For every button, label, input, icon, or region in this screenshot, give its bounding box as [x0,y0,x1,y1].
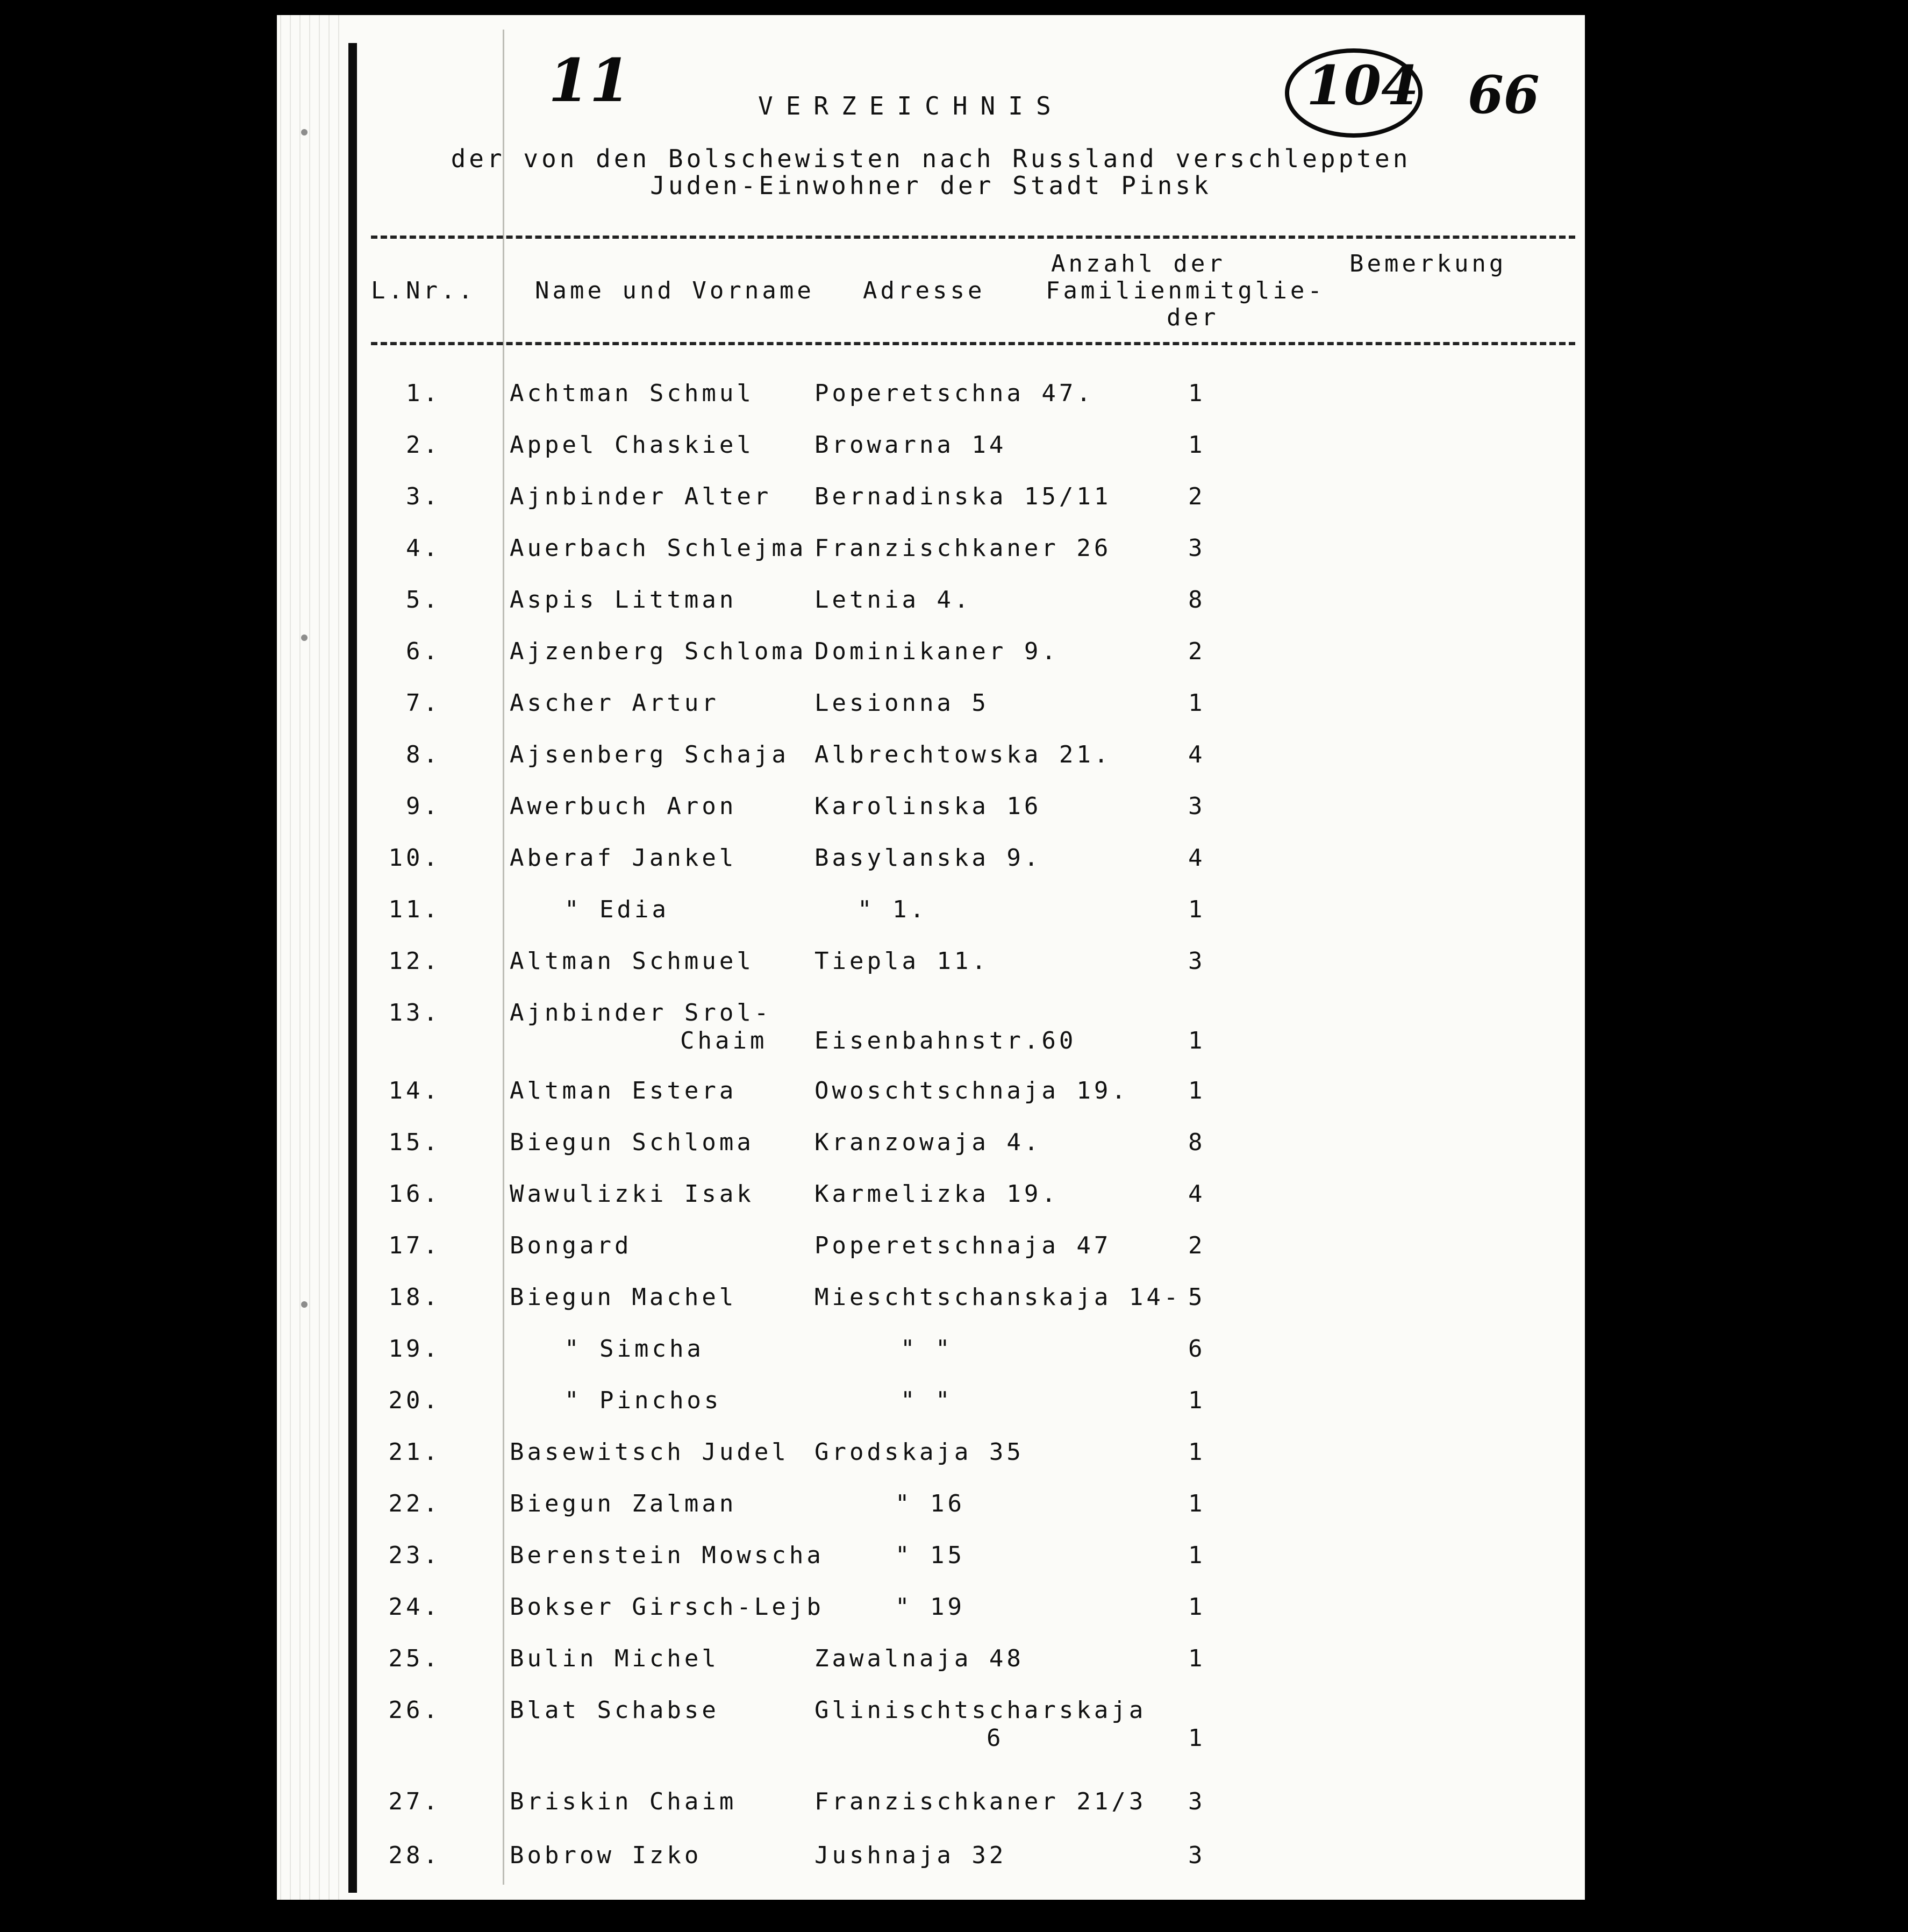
row-name: Altman Schmuel [510,947,754,975]
row-name: Appel Chaskiel [510,431,754,459]
header-remarks: Bemerkung [1349,250,1507,277]
row-number: 28. [388,1842,441,1869]
table-row [0,1490,1908,1538]
row-count: 2 [1188,1232,1206,1259]
row-name: Wawulizki Isak [510,1180,754,1208]
row-number: 15. [388,1129,441,1156]
row-name: Bulin Michel [510,1645,719,1672]
table-row [0,1129,1908,1177]
row-count: 4 [1188,1180,1206,1208]
table-row [0,689,1908,738]
table-row [0,1542,1908,1590]
row-address: " 1. [857,896,927,923]
table-row [0,1593,1908,1642]
row-count: 1 [1188,689,1206,717]
row-number: 26. [388,1696,441,1724]
row-number: 12. [388,947,441,975]
row-name: Briskin Chaim [510,1788,737,1815]
document-subtitle-line2: Juden-Einwohner der Stadt Pinsk [650,171,1212,200]
row-name-continuation: Chaim [680,1027,768,1054]
row-address: Kranzowaja 4. [814,1129,1042,1156]
row-name: Biegun Schloma [510,1129,754,1156]
row-count: 3 [1188,1788,1206,1815]
table-row [0,1788,1908,1836]
row-count: 1 [1188,1645,1206,1672]
row-name: Bongard [510,1232,632,1259]
row-number: 4. [406,534,441,562]
row-number: 2. [406,431,441,459]
row-count: 1 [1188,1724,1206,1752]
row-number: 18. [388,1284,441,1311]
table-row [0,638,1908,686]
row-count: 2 [1188,638,1206,665]
row-number: 19. [388,1335,441,1363]
row-address: Letnia 4. [814,586,972,614]
row-count: 8 [1188,586,1206,614]
row-address: Albrechtowska 21. [814,741,1112,768]
row-number: 10. [388,844,441,872]
row-address: Grodskaja 35 [814,1438,1024,1466]
row-number: 5. [406,586,441,614]
row-name: Bobrow Izko [510,1842,702,1869]
row-count: 8 [1188,1129,1206,1156]
row-number: 23. [388,1542,441,1569]
table-row [0,483,1908,531]
row-count: 4 [1188,844,1206,872]
row-count: 2 [1188,483,1206,510]
row-address-continuation: 6 [987,1724,1004,1752]
row-address: " 16 [895,1490,965,1517]
punch-hole-mark [301,129,308,136]
row-address: Poperetschnaja 47 [814,1232,1112,1259]
row-name: Bokser Girsch-Lejb [510,1593,824,1621]
row-count: 5 [1188,1284,1206,1311]
row-number: 7. [406,689,441,717]
row-name: Ajnbinder Srol- [510,999,772,1026]
row-name: Aberaf Jankel [510,844,737,872]
row-name: Blat Schabse [510,1696,719,1724]
row-address: Eisenbahnstr.60 [814,1027,1077,1054]
table-row [0,999,1908,1069]
row-address: " 15 [895,1542,965,1569]
row-number: 3. [406,483,441,510]
row-name: " Pinchos [564,1387,722,1414]
row-name: Altman Estera [510,1077,737,1104]
header-top-rule [371,236,1575,239]
row-name: Auerbach Schlejma [510,534,807,562]
row-name: Biegun Machel [510,1284,737,1311]
row-number: 11. [388,896,441,923]
row-number: 13. [388,999,441,1026]
row-address: Owoschtschnaja 19. [814,1077,1129,1104]
row-name: Awerbuch Aron [510,793,737,820]
header-address: Adresse [863,277,985,304]
table-row [0,534,1908,583]
row-address: " 19 [895,1593,965,1621]
row-name: Berenstein Mowscha [510,1542,824,1569]
corner-handwritten-mark: 11 [548,46,631,115]
row-count: 4 [1188,741,1206,768]
table-row [0,1387,1908,1435]
header-nr: L.Nr.. [371,277,476,304]
row-address: Zawalnaja 48 [814,1645,1024,1672]
table-row [0,1077,1908,1125]
row-address: Lesionna 5 [814,689,989,717]
row-address: Glinischtscharskaja [814,1696,1147,1724]
row-address: Karolinska 16 [814,793,1042,820]
table-row [0,1180,1908,1229]
document-subtitle-line1: der von den Bolschewisten nach Russland verschleppten [451,144,1411,173]
row-count: 1 [1188,380,1206,407]
row-number: 14. [388,1077,441,1104]
row-count: 3 [1188,947,1206,975]
row-count: 1 [1188,896,1206,923]
row-address: Basylanska 9. [814,844,1042,872]
row-name: " Simcha [564,1335,704,1363]
row-address: Jushnaja 32 [814,1842,1007,1869]
header-name: Name und Vorname [535,277,814,304]
table-row [0,947,1908,996]
row-count: 1 [1188,1490,1206,1517]
folio-number: 66 [1468,65,1540,125]
table-row [0,844,1908,893]
row-address: " " [901,1387,953,1414]
row-address: Franzischkaner 21/3 [814,1788,1147,1815]
row-name: Ascher Artur [510,689,719,717]
row-count: 1 [1188,1077,1206,1104]
row-number: 17. [388,1232,441,1259]
row-number: 8. [406,741,441,768]
row-name: " Edia [564,896,669,923]
table-row [0,431,1908,480]
row-number: 6. [406,638,441,665]
row-count: 1 [1188,1593,1206,1621]
table-row [0,1438,1908,1487]
row-name: Basewitsch Judel [510,1438,789,1466]
row-address: Franzischkaner 26 [814,534,1112,562]
table-row [0,586,1908,635]
table-row [0,1335,1908,1384]
row-number: 1. [406,380,441,407]
header-bottom-rule [371,342,1575,345]
row-address: Tiepla 11. [814,947,989,975]
document-title: VERZEICHNIS [758,91,1064,120]
row-address: Karmelizka 19. [814,1180,1059,1208]
table-row [0,1645,1908,1693]
row-address: Poperetschna 47. [814,380,1094,407]
row-address: Dominikaner 9. [814,638,1059,665]
row-address: " " [901,1335,953,1363]
row-number: 22. [388,1490,441,1517]
row-address: Mieschtschanskaja 14- [814,1284,1182,1311]
table-row [0,1284,1908,1332]
row-number: 25. [388,1645,441,1672]
table-row [0,1842,1908,1890]
table-row [0,1232,1908,1280]
row-count: 1 [1188,1438,1206,1466]
row-count: 1 [1188,1387,1206,1414]
table-row [0,793,1908,841]
row-name: Ajsenberg Schaja [510,741,789,768]
row-number: 16. [388,1180,441,1208]
row-count: 3 [1188,1842,1206,1869]
row-count: 1 [1188,431,1206,459]
row-count: 1 [1188,1542,1206,1569]
row-name: Aspis Littman [510,586,737,614]
header-count-line2: Familienmitglie- [1046,277,1325,304]
row-name: Achtman Schmul [510,380,754,407]
row-count: 3 [1188,793,1206,820]
row-number: 9. [406,793,441,820]
row-name: Biegun Zalman [510,1490,737,1517]
row-number: 20. [388,1387,441,1414]
table-row [0,741,1908,789]
row-name: Ajnbinder Alter [510,483,772,510]
table-row [0,380,1908,428]
header-count-line3: der [1167,304,1219,331]
row-address: Bernadinska 15/11 [814,483,1112,510]
page-number: 104 [1306,54,1419,117]
row-count: 3 [1188,534,1206,562]
header-count-line1: Anzahl der [1051,250,1226,277]
row-number: 24. [388,1593,441,1621]
row-number: 27. [388,1788,441,1815]
row-count: 1 [1188,1027,1206,1054]
table-row [0,896,1908,944]
row-count: 6 [1188,1335,1206,1363]
row-address: Browarna 14 [814,431,1007,459]
table-row [0,1696,1908,1766]
row-name: Ajzenberg Schloma [510,638,807,665]
row-number: 21. [388,1438,441,1466]
